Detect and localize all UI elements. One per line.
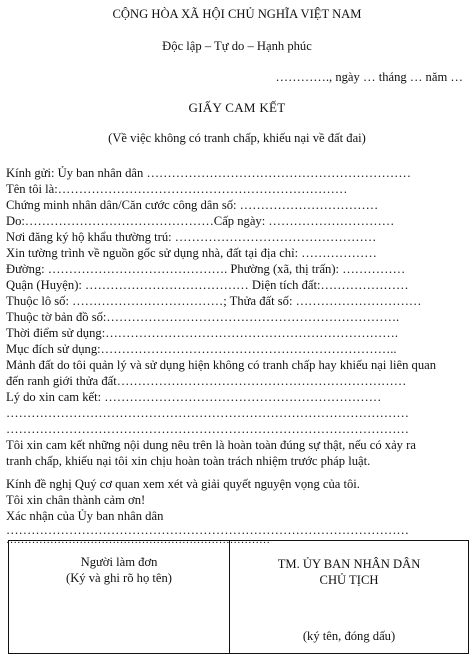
body-line: Thuộc tờ bản đồ số:…………………………………………………………….	[6, 310, 400, 324]
body-line: Xin tường trình về nguồn gốc sử dụng nhà, đất tại địa chỉ: ………………	[6, 246, 377, 260]
body-line: Do:………………………………………Cấp ngày: …………………………	[6, 214, 395, 228]
body-line: Lý do xin cam kết: …………………………………………………………	[6, 390, 382, 404]
signature-applicant-cell	[9, 541, 230, 653]
body-line: Xác nhận của Ủy ban nhân dân	[6, 509, 164, 523]
body-line: ………………………………………………………………	[6, 534, 270, 546]
motto: Độc lập – Tự do – Hạnh phúc	[162, 39, 312, 53]
body-line: Thời điểm sử dụng:…………………………………………………………….	[6, 326, 398, 340]
body-line: Chứng minh nhân dân/Căn cước công dân số: ……………………………	[6, 198, 379, 212]
body-line: Đường: ……………………………………. Phường (xã, thị trấn): ……………	[6, 262, 406, 276]
applicant-note: (Ký và ghi rõ họ tên)	[66, 571, 172, 585]
body-line: Thuộc lô số: ………………………………; Thửa đất số: …………………………	[6, 294, 422, 308]
body-line: tranh chấp, khiếu nại tôi xin chịu hoàn toàn trách nhiệm trước pháp luật.	[6, 454, 371, 468]
document-title: GIẤY CAM KẾT	[188, 100, 286, 115]
national-title: CỘNG HÒA XÃ HỘI CHỦ NGHĨA VIỆT NAM	[112, 7, 362, 21]
applicant-title: Người làm đơn	[80, 555, 158, 569]
body-line: Mục đích sử dụng:……………………………………………………………..	[6, 342, 397, 356]
body-line: Nơi đăng ký hộ khẩu thường trú: …………………………………………	[6, 230, 377, 244]
committee-note: (ký tên, đóng dấu)	[302, 629, 396, 643]
signature-table	[8, 540, 469, 654]
body-line: Tên tôi là:……………………………………………………………	[6, 182, 348, 196]
body-line: ……………………………………………………………………………………	[6, 523, 409, 537]
body-line: Kính đề nghị Quý cơ quan xem xét và giải quyết nguyện vọng của tôi.	[6, 477, 360, 491]
committee-subtitle: CHỦ TỊCH	[319, 573, 379, 587]
body-line: Quận (Huyện): ………………………………… Diện tích đất:…………………	[6, 278, 409, 292]
signature-committee-cell	[230, 541, 468, 653]
body-line: Kính gửi: Ủy ban nhân dân ………………………………………………………	[6, 166, 411, 180]
date-line: …………., ngày … tháng … năm …	[275, 70, 463, 84]
body-line: Mảnh đất do tôi quản lý và sử dụng hiện không có tranh chấp hay khiếu nại liên quan	[6, 358, 437, 372]
committee-title: TM. ỦY BAN NHÂN DÂN	[277, 557, 421, 571]
body-line: ……………………………………………………………………………………	[6, 406, 409, 420]
body-line: ……………………………………………………………………………………	[6, 422, 409, 436]
body-line: Tôi xin chân thành cảm ơn!	[6, 493, 146, 507]
document-subtitle: (Về việc không có tranh chấp, khiếu nại về đất đai)	[108, 131, 366, 145]
body-line: đến ranh giới thửa đất……………………………………………………………	[6, 374, 407, 388]
body-line: Tôi xin cam kết những nội dung nêu trên là hoàn toàn đúng sự thật, nếu có xảy ra	[6, 438, 416, 452]
